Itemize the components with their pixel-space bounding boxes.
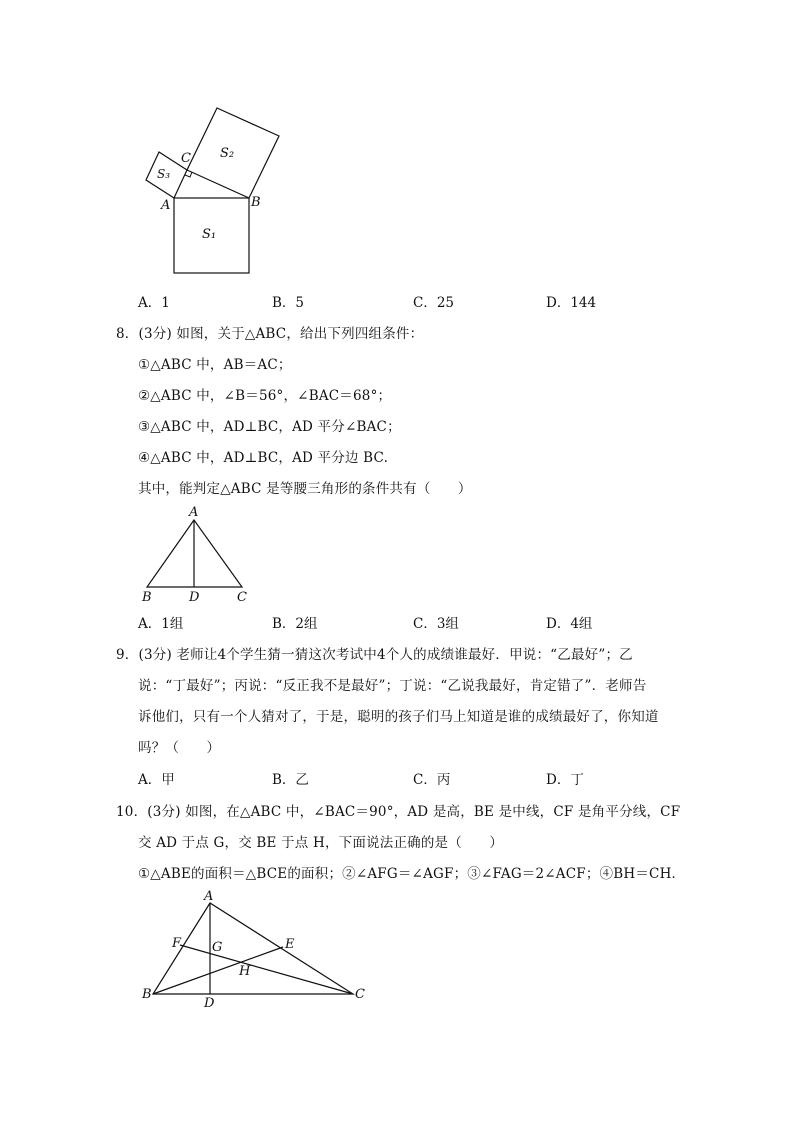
q9-line-3: 诉他们，只有一个人猜对了，于是，聪明的孩子们马上知道是谁的成绩最好了，你知道 — [138, 709, 659, 725]
label-s2: S₂ — [220, 146, 235, 161]
q10-label-e: E — [285, 937, 295, 952]
q8-option-a: A．1组 — [138, 616, 184, 632]
q7-option-b: B．5 — [272, 295, 305, 311]
q10-label-c: C — [355, 987, 365, 1002]
q8-option-b: B．2组 — [272, 616, 318, 632]
q9-option-c: C．丙 — [413, 772, 451, 788]
q8-label-a: A — [189, 505, 199, 520]
q9-line-1: 9．(3分) 老师让4个学生猜一猜这次考试中4个人的成绩谁最好．甲说：“乙最好”；乙 — [116, 647, 633, 663]
q9-line-2: 说：“丁最好”；丙说：“反正我不是最好”；丁说：“乙说我最好，肯定错了”．老师告 — [138, 678, 647, 694]
q8-condition-3: ③△ABC 中，AD⊥BC，AD 平分∠BAC； — [138, 419, 401, 435]
q10-line-3: ①△ABE的面积＝△BCE的面积；②∠AFG＝∠AGF；③∠FAG＝2∠ACF；④BH＝CH． — [138, 866, 686, 882]
label-b: B — [251, 195, 261, 210]
q9-option-a: A．甲 — [138, 772, 175, 788]
label-s3: S₃ — [157, 167, 171, 181]
q9-option-b: B．乙 — [272, 772, 309, 788]
q10-label-f: F — [172, 936, 182, 951]
q8-condition-4: ④△ABC 中，AD⊥BC，AD 平分边 BC. — [138, 450, 389, 466]
q7-option-d: D．144 — [546, 295, 597, 311]
label-a: A — [161, 198, 171, 213]
q8-question: 其中，能判定△ABC 是等腰三角形的条件共有（ ） — [138, 481, 472, 497]
q8-label-c: C — [237, 590, 247, 605]
q8-option-c: C．3组 — [413, 616, 459, 632]
q8-option-d: D．4组 — [546, 616, 593, 632]
q8-stem: 8．(3分) 如图，关于△ABC，给出下列四组条件： — [116, 326, 424, 342]
q8-condition-2: ②△ABC 中，∠B＝56°，∠BAC＝68°； — [138, 388, 392, 404]
q7-option-a: A．1 — [138, 295, 170, 311]
q9-option-d: D．丁 — [546, 772, 584, 788]
q8-label-d: D — [189, 590, 200, 605]
q8-condition-1: ①△ABC 中，AB＝AC； — [138, 357, 292, 373]
q9-line-4: 吗？（ ） — [138, 740, 221, 756]
q10-line-2: 交 AD 于点 G，交 BE 于点 H，下面说法正确的是（ ） — [138, 835, 504, 851]
q7-option-c: C．25 — [413, 295, 455, 311]
q10-label-d: D — [204, 996, 215, 1011]
label-s1: S₁ — [202, 227, 217, 242]
q10-label-b: B — [142, 987, 152, 1002]
label-c: C — [181, 151, 191, 166]
q10-line-1: 10．(3分) 如图，在△ABC 中，∠BAC＝90°，AD 是高，BE 是中线，CF 是角平分线，CF — [116, 804, 681, 820]
triangle-abc — [153, 903, 353, 994]
q10-label-h: H — [239, 964, 251, 979]
q10-label-a: A — [204, 889, 214, 904]
q8-label-b: B — [142, 590, 152, 605]
q10-label-g: G — [212, 940, 223, 955]
